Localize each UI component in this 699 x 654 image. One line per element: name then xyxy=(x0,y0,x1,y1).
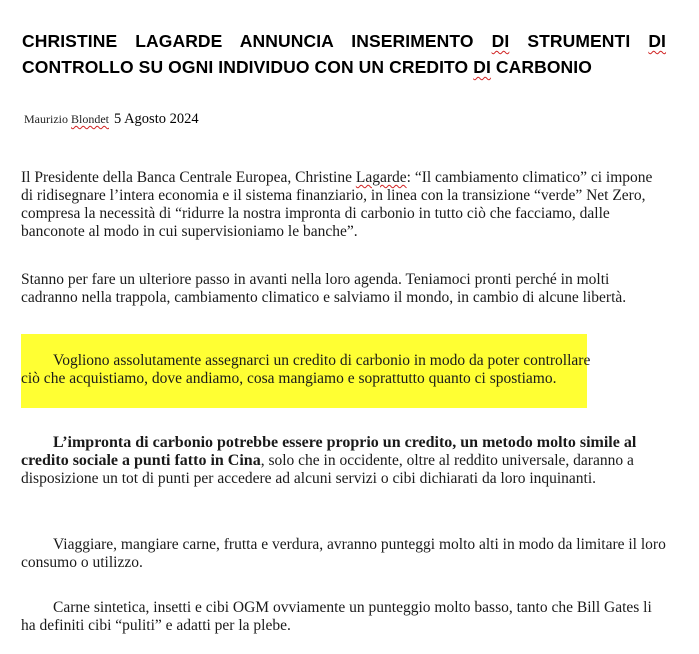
title-part: STRUMENTI xyxy=(509,31,649,51)
title-spellcheck-word: DI xyxy=(473,57,491,77)
publish-date: 5 Agosto 2024 xyxy=(114,111,199,127)
paragraph-3-highlighted: Vogliono assolutamente assegnarci un credito di carbonio in modo da poter controllare ciò che acquistiamo, dove andiamo, cosa mangiamo e soprattutto quanto ci spostiamo. xyxy=(21,352,591,387)
paragraph-5: Viaggiare, mangiare carne, frutta e verdura, avranno punteggi molto alti in modo da limitare il loro consumo o utilizzo. xyxy=(21,536,666,571)
paragraph-1-start: Il Presidente della Banca Centrale Europea, Christine xyxy=(21,169,356,186)
paragraph-4-rest: , solo che in occidente, oltre al reddito universale, daranno a disposizione un tot di punti per accedere ad alcuni servizi o cibi dichiarati da loro inquinanti. xyxy=(21,452,634,487)
article-title xyxy=(22,28,666,80)
title-part: CONTROLLO SU OGNI INDIVIDUO CON UN CREDITO xyxy=(22,57,474,77)
byline xyxy=(24,110,199,128)
paragraph-1 xyxy=(21,169,666,241)
title-spellcheck-word: DI xyxy=(648,31,667,51)
paragraph-2: Stanno per fare un ulteriore passo in avanti nella loro agenda. Teniamoci pronti perché in molti cadranno nella trappola, cambiamento climatico e salviamo il mondo, in cambio di alcune libertà. xyxy=(21,271,627,306)
author-first-name: Maurizio xyxy=(24,112,68,126)
title-spellcheck-word: DI xyxy=(491,31,510,51)
author-last-name: Blondet xyxy=(71,112,109,126)
paragraph-6: Carne sintetica, insetti e cibi OGM ovviamente un punteggio molto basso, tanto che Bill Gates li ha definiti cibi “puliti” e adatti per la plebe. xyxy=(21,599,652,634)
title-part: CARBONIO xyxy=(490,57,592,77)
paragraph-1-end: : “Il cambiamento climatico” ci impone di ridisegnare l’intera economia e il sistema finanziario, in linea con la transizione “verde” Net Zero, compresa la necessità di “ridurre la nostra impronta di carbonio in tutto ciò che facciamo, dalle banconote al modo in cui supervisioniamo le banche”. xyxy=(21,169,653,240)
paragraph-4-bold: L’impronta di carbonio potrebbe essere proprio un credito, un metodo molto simile al credito sociale a punti fatto in Cina xyxy=(21,434,637,469)
author-name xyxy=(24,112,109,126)
paragraph-4 xyxy=(21,434,666,488)
paragraph-1-name: Lagarde xyxy=(355,169,407,186)
title-part: CHRISTINE LAGARDE ANNUNCIA INSERIMENTO xyxy=(22,31,492,51)
